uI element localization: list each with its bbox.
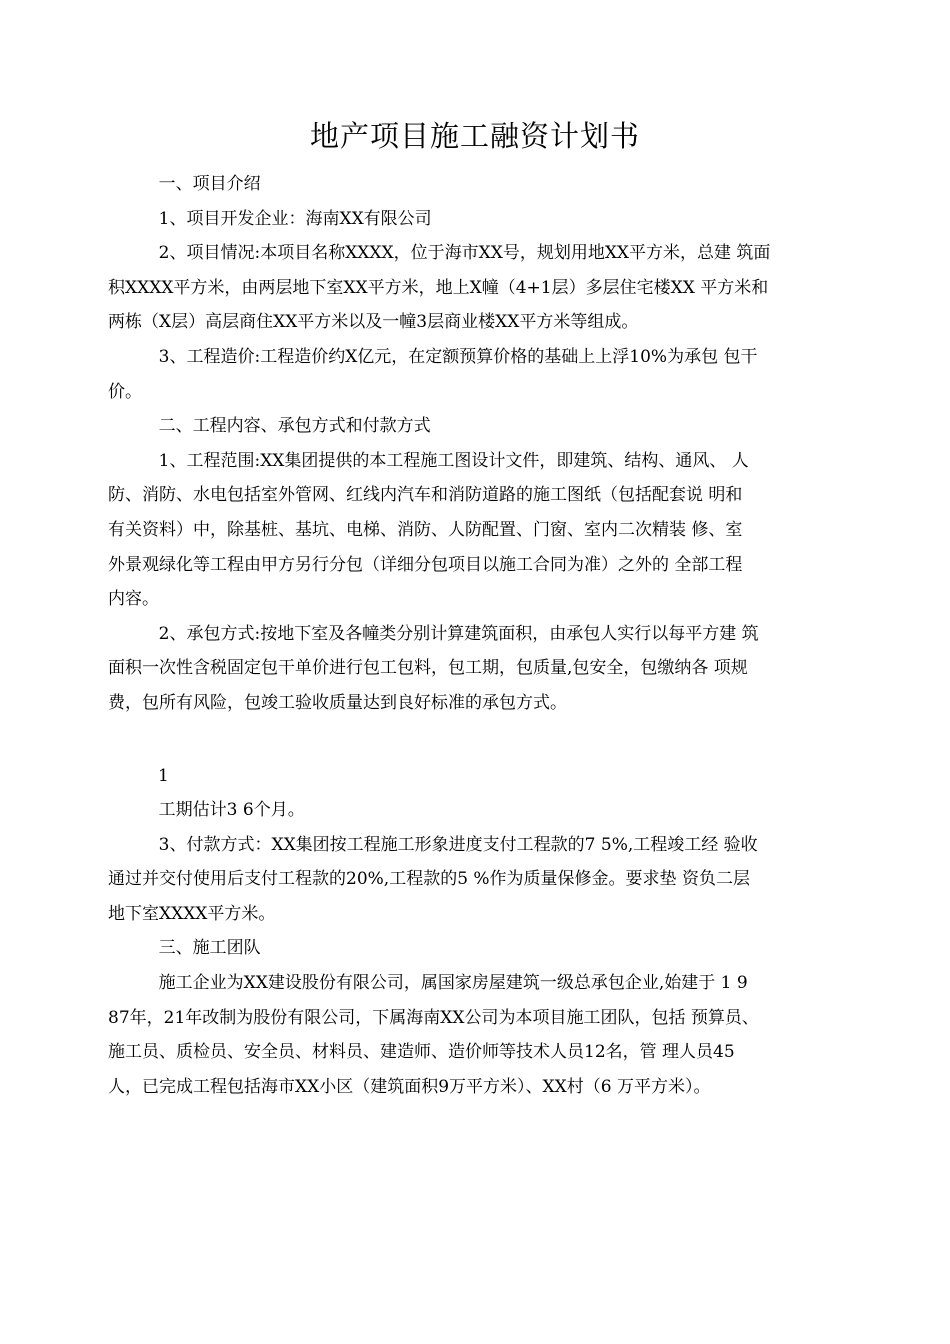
paragraph-group-before <box>108 167 854 721</box>
page-number: 1 <box>158 765 169 786</box>
paragraph-line: 地下室XXXX平方米。 <box>108 903 276 924</box>
paragraph <box>108 617 854 721</box>
paragraph-line: 2、项目情况:本项目名称XXXX，位于海市XX号，规划用地XX平方米，总建 筑面 <box>158 243 771 264</box>
paragraph <box>108 167 854 202</box>
paragraph-line: 3、付款方式：XX集团按工程施工形象进度支付工程款的7 5%,工程竣工经 验收 <box>158 834 758 855</box>
paragraph-line: 2、承包方式:按地下室及各幢类分别计算建筑面积，由承包人实行以每平方建 筑 <box>158 623 759 644</box>
paragraph-line: 积XXXX平方米，由两层地下室XX平方米，地上X幢（4+1层）多层住宅楼XX 平方米和 <box>108 277 769 298</box>
paragraph <box>108 409 854 444</box>
paragraph-line: 费，包所有风险，包竣工验收质量达到良好标准的承包方式。 <box>108 692 567 713</box>
paragraph-line: 施工员、质检员、安全员、材料员、建造师、造价师等技术人员12名，管 理人员45 <box>108 1042 735 1063</box>
paragraph-line: 工期估计3 6个月。 <box>158 800 305 821</box>
paragraph-line: 有关资料）中，除基桩、基坑、电梯、消防、人防配置、门窗、室内二次精装 修、室 <box>108 519 743 540</box>
paragraph-line: 二、工程内容、承包方式和付款方式 <box>158 416 431 437</box>
paragraph-line: 防、消防、水电包括室外管网、红线内汽车和消防道路的施工图纸（包括配套说 明和 <box>108 485 743 506</box>
paragraph-line: 两栋（X层）高层商住XX平方米以及一幢3层商业楼XX平方米等组成。 <box>108 312 639 333</box>
paragraph-line: 87年，21年改制为股份有限公司，下属海南XX公司为本项目施工团队，包括 预算员、 <box>108 1007 759 1028</box>
paragraph <box>108 340 854 409</box>
paragraph-line: 通过并交付使用后支付工程款的20%,工程款的5 %作为质量保修金。要求垫 资负二层 <box>108 869 750 890</box>
paragraph <box>108 931 854 966</box>
paragraph-line: 三、施工团队 <box>158 938 261 959</box>
paragraph <box>108 236 854 340</box>
paragraph-line: 价。 <box>108 381 142 402</box>
paragraph-line: 外景观绿化等工程由甲方另行分包（详细分包项目以施工合同为准）之外的 全部工程 <box>108 554 743 575</box>
paragraph <box>108 444 854 617</box>
page-break-spacer <box>108 721 854 759</box>
document-body <box>108 167 854 1104</box>
document-title: 地产项目施工融资计划书 <box>309 119 640 153</box>
paragraph-line: 1、项目开发企业：海南XX有限公司 <box>158 208 432 229</box>
paragraph <box>108 828 854 932</box>
paragraph-line: 人，已完成工程包括海市XX小区（建筑面积9万平方米）、XX村（6 万平方米）。 <box>108 1076 711 1097</box>
paragraph-line: 一、项目介绍 <box>158 174 261 194</box>
paragraph-group-after <box>108 793 854 1104</box>
paragraph-line: 内容。 <box>108 589 159 610</box>
paragraph-line: 1、工程范围:XX集团提供的本工程施工图设计文件，即建筑、结构、通风、 人 <box>158 450 749 471</box>
paragraph-line: 面积一次性含税固定包干单价进行包工包料，包工期，包质量,包安全，包缴纳各 项规 <box>108 658 748 679</box>
paragraph <box>108 966 854 1104</box>
paragraph-line: 施工企业为XX建设股份有限公司，属国家房屋建筑一级总承包企业,始建于 1 9 <box>158 973 748 994</box>
paragraph <box>108 793 854 828</box>
paragraph-line: 3、工程造价:工程造价约X亿元，在定额预算价格的基础上上浮10%为承包 包干 <box>158 346 758 367</box>
paragraph <box>108 202 854 237</box>
